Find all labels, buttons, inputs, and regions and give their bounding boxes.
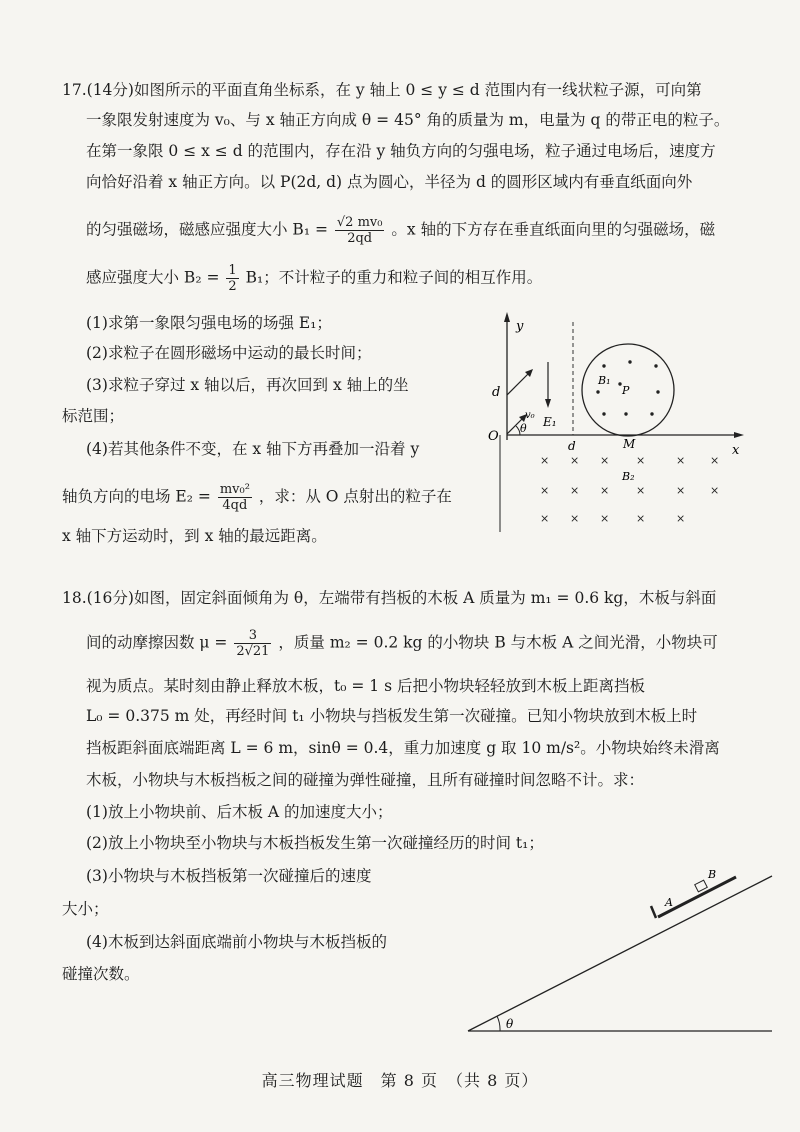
- q18-sub2: (2)放上小物块至小物块与木板挡板发生第一次碰撞经历的时间 t₁；: [86, 834, 544, 852]
- q17-line5-a: 的匀强磁场，磁感应强度大小 B₁ =: [86, 220, 328, 239]
- svg-text:×: ×: [570, 484, 580, 497]
- page-footer: 高三物理试题 第 8 页 （共 8 页）: [261, 1071, 539, 1090]
- mu-num: 3: [234, 628, 271, 644]
- b2-label: B₂: [622, 470, 635, 483]
- q18-line1: 18.(16分)如图，固定斜面倾角为 θ，左端带有挡板的木板 A 质量为 m₁ = 0.6 kg，木板与斜面: [62, 589, 717, 607]
- b1-den: 2qd: [347, 231, 373, 246]
- q17-line5: [86, 215, 715, 246]
- q17-sub4-c: x 轴下方运动时，到 x 轴的最远距离。: [62, 527, 327, 545]
- half-fraction: [226, 263, 238, 294]
- q18-sub1: (1)放上小物块前、后木板 A 的加速度大小；: [86, 803, 393, 821]
- q17-sub4-a: (4)若其他条件不变，在 x 轴下方再叠加一沿着 y: [86, 440, 420, 458]
- half-num: 1: [228, 263, 237, 278]
- q18-sub4-b: 碰撞次数。: [62, 965, 140, 983]
- q17-sub4-b1: 轴负方向的电场 E₂ =: [62, 487, 211, 506]
- b1-fraction: [335, 215, 385, 246]
- a-label: A: [665, 896, 673, 909]
- d-axis-label: d: [492, 385, 501, 400]
- b-label: B: [708, 868, 717, 881]
- q17-line2: 一象限发射速度为 v₀、与 x 轴正方向成 θ = 45° 角的质量为 m，电量为 q 的带正电的粒子。: [86, 111, 730, 129]
- b1-label: B₁: [598, 374, 611, 387]
- svg-text:×: ×: [570, 454, 580, 467]
- q18-line5: 挡板距斜面底端距离 L = 6 m，sinθ = 0.4，重力加速度 g 取 10 m/s²。小物块始终未滑离: [86, 739, 720, 757]
- q17-sub2: (2)求粒子在圆形磁场中运动的最长时间；: [86, 344, 372, 362]
- svg-text:×: ×: [636, 512, 646, 525]
- q17-sub1: (1)求第一象限匀强电场的场强 E₁；: [86, 314, 332, 332]
- svg-text:×: ×: [636, 454, 646, 467]
- svg-text:×: ×: [570, 512, 580, 525]
- theta-arc-18: [497, 1016, 500, 1031]
- svg-text:×: ×: [676, 454, 686, 467]
- mu-fraction: [234, 628, 271, 659]
- q17-sub4-b2: ，求：从 O 点射出的粒子在: [258, 487, 452, 506]
- figure-17: [470, 300, 770, 540]
- e1-label: E₁: [543, 415, 557, 429]
- figure-18-incline: [460, 860, 780, 1040]
- m-label: M: [623, 437, 636, 451]
- svg-text:×: ×: [710, 454, 720, 467]
- q17-line6-a: 感应强度大小 B₂ =: [86, 268, 220, 287]
- q17-line6-b: B₁；不计粒子的重力和粒子间的相互作用。: [245, 268, 543, 287]
- b1-num: √2 mv₀: [336, 215, 383, 230]
- svg-text:×: ×: [600, 454, 610, 467]
- q17-sub3-a: (3)求粒子穿过 x 轴以后，再次回到 x 轴上的坐: [86, 376, 409, 394]
- theta-label: θ: [520, 422, 527, 435]
- q17-line6: [86, 263, 542, 294]
- q18-line2: [86, 628, 718, 659]
- incline-slope: [468, 876, 772, 1031]
- q17-line3: 在第一象限 0 ≤ x ≤ d 的范围内，存在沿 y 轴负方向的匀强电场，粒子通过电场后，速度方: [86, 142, 716, 160]
- q17-line1: 17.(14分)如图所示的平面直角坐标系，在 y 轴上 0 ≤ y ≤ d 范围内有一线状粒子源，可向第: [62, 81, 702, 99]
- theta-label-18: θ: [506, 1017, 514, 1031]
- board-a-stopper: [651, 906, 656, 918]
- q18-line4: L₀ = 0.375 m 处，再经时间 t₁ 小物块与挡板发生第一次碰撞。已知小物块放到木板上时: [86, 707, 698, 725]
- mu-den: 2√21: [236, 644, 270, 659]
- svg-text:×: ×: [540, 512, 550, 525]
- q18-sub4-a: (4)木板到达斜面底端前小物块与木板挡板的: [86, 933, 387, 951]
- svg-text:×: ×: [636, 484, 646, 497]
- y-axis-arrow: [504, 312, 510, 322]
- field-crosses: [540, 454, 719, 525]
- svg-text:×: ×: [600, 512, 610, 525]
- svg-text:×: ×: [710, 484, 720, 497]
- svg-text:×: ×: [600, 484, 610, 497]
- q17-sub3-b: 标范围；: [62, 407, 125, 425]
- block-b: [695, 880, 708, 892]
- x-axis-arrow: [734, 432, 744, 438]
- x-label: x: [732, 443, 740, 458]
- q18-line2-b: ，质量 m₂ = 0.2 kg 的小物块 B 与木板 A 之间光滑，小物块可: [278, 633, 718, 652]
- q17-line5-b: 。x 轴的下方存在垂直纸面向里的匀强磁场，磁: [391, 220, 716, 239]
- svg-text:×: ×: [676, 484, 686, 497]
- e1-arrowhead: [545, 399, 551, 408]
- p-label: P: [622, 384, 630, 397]
- y-label: y: [516, 319, 524, 334]
- half-den: 2: [228, 279, 237, 294]
- e2-fraction: [218, 482, 252, 513]
- q18-sub3-b: 大小；: [62, 900, 109, 918]
- v0-label: v₀: [525, 410, 535, 421]
- q18-sub3-a: (3)小物块与木板挡板第一次碰撞后的速度: [86, 867, 372, 885]
- e2-num: mv₀²: [219, 482, 250, 497]
- e2-den: 4qd: [222, 498, 248, 513]
- source-arrow-1: [507, 372, 530, 395]
- origin-label: O: [488, 429, 499, 444]
- q18-line6: 木板，小物块与木板挡板之间的碰撞为弹性碰撞，且所有碰撞时间忽略不计。求：: [86, 771, 645, 789]
- svg-text:×: ×: [540, 484, 550, 497]
- q18-line2-a: 间的动摩擦因数 μ =: [86, 633, 228, 652]
- q17-line4: 向恰好沿着 x 轴正方向。以 P(2d, d) 点为圆心，半径为 d 的圆形区域内有垂直纸面向外: [86, 173, 693, 191]
- q18-line3: 视为质点。某时刻由静止释放木板，t₀ = 1 s 后把小物块轻轻放到木板上距离挡板: [86, 677, 645, 695]
- svg-text:×: ×: [540, 454, 550, 467]
- svg-text:×: ×: [676, 512, 686, 525]
- d-mark-label: d: [568, 439, 576, 453]
- q17-sub4-b: [62, 482, 452, 513]
